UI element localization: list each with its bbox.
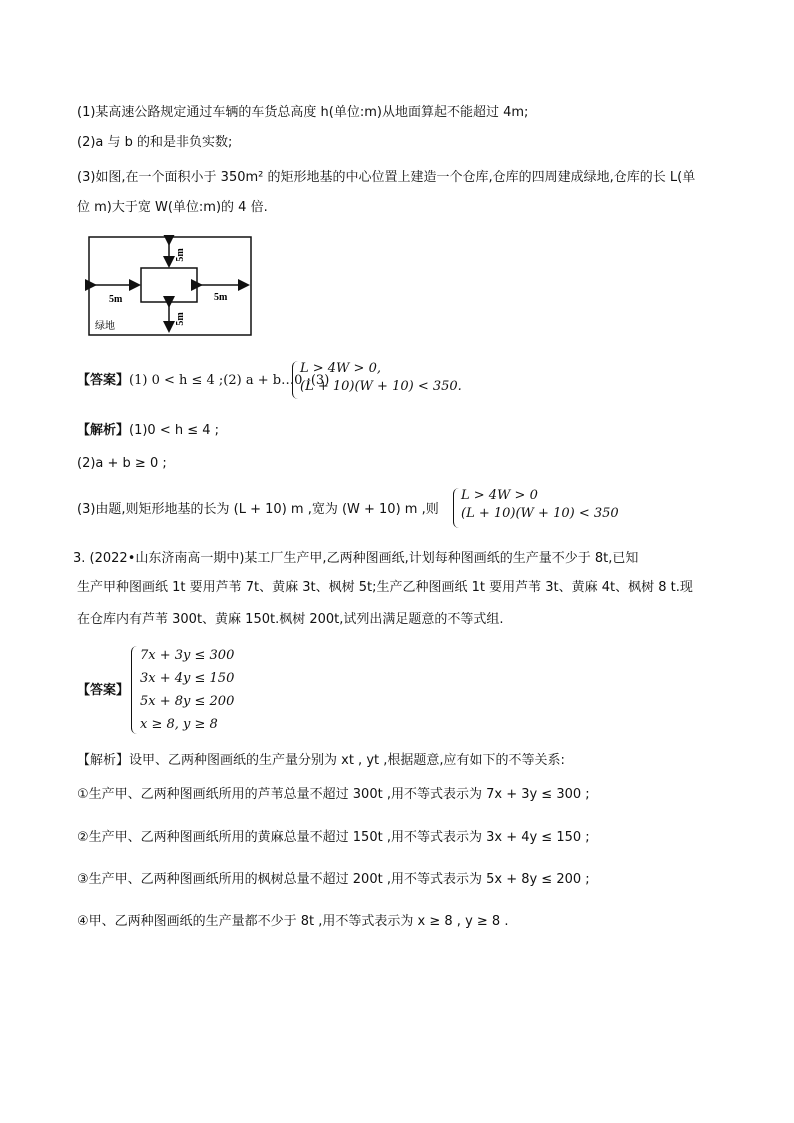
bottom-label: 5m (175, 312, 186, 326)
answer-1-system (300, 360, 462, 396)
analysis-1-line-3: (3)由题,则矩形地基的长为 (L + 10) m ,宽为 (W + 10) m ,则 (77, 502, 439, 517)
analysis-2-line-1: ①生产甲、乙两种图画纸所用的芦苇总量不超过 300t ,用不等式表示为 7x + 3y ≤ 300 ; (77, 787, 590, 802)
warehouse-rect (141, 268, 197, 302)
analysis-1-eq-2: (L + 10)(W + 10) < 350 (461, 506, 619, 521)
analysis-1-line-1 (77, 422, 219, 440)
analysis-2-line-3: ③生产甲、乙两种图画纸所用的枫树总量不超过 200t ,用不等式表示为 5x + 8y ≤ 200 ; (77, 872, 590, 887)
answer-2-eq-1: 7x + 3y ≤ 300 (140, 648, 235, 663)
analysis-tag: 【解析】 (77, 423, 130, 438)
top-label: 5m (175, 248, 186, 262)
question-3-line-3: 在仓库内有芦苇 300t、黄麻 150t.枫树 200t,试列出满足题意的不等式组. (77, 612, 504, 627)
answer-tag: 【答案】 (77, 373, 130, 388)
answer-2-system (140, 644, 234, 736)
answer-2-tag: 【答案】 (77, 683, 130, 698)
right-label: 5m (214, 292, 228, 303)
analysis-1-brace (453, 488, 459, 528)
analysis-2-line-2: ②生产甲、乙两种图画纸所用的黄麻总量不超过 150t ,用不等式表示为 3x + 4y ≤ 150 ; (77, 830, 590, 845)
answer-2-eq-3: 5x + 8y ≤ 200 (140, 694, 235, 709)
answer-1-eq-2: (L + 10)(W + 10) < 350. (300, 379, 462, 394)
item-3-line-1: (3)如图,在一个面积小于 350m² 的矩形地基的中心位置上建造一个仓库,仓库的四周建成绿地,仓库的长 L(单 (77, 170, 696, 185)
green-area-label: 绿地 (95, 321, 115, 332)
answer-2-eq-4: x ≥ 8, y ≥ 8 (140, 717, 218, 732)
analysis-1-eq-1: L > 4W > 0 (461, 488, 538, 503)
analysis-2-line-4: ④甲、乙两种图画纸的生产量都不少于 8t ,用不等式表示为 x ≥ 8 , y ≥ 8 . (77, 914, 509, 929)
question-3-line-2: 生产甲种图画纸 1t 要用芦苇 7t、黄麻 3t、枫树 5t;生产乙种图画纸 1t 要用芦苇 3t、黄麻 4t、枫树 8 t.现 (77, 580, 693, 595)
answer-1-text: (1) 0 < h ≤ 4 ;(2) a + b…0 ;(3) (129, 373, 330, 388)
analysis-1-part-1: (1)0 < h ≤ 4 ; (129, 423, 220, 438)
item-1: (1)某高速公路规定通过车辆的车货总高度 h(单位:m)从地面算起不能超过 4m; (77, 105, 529, 120)
answer-2-brace (131, 646, 137, 734)
analysis-1-line-2: (2)a + b ≥ 0 ; (77, 456, 167, 471)
answer-1-brace (292, 361, 298, 399)
analysis-1-system (461, 487, 619, 523)
left-label: 5m (109, 294, 123, 305)
analysis-2-line-0: 【解析】设甲、乙两种图画纸的生产量分别为 xt , yt ,根据题意,应有如下的不等关系: (77, 753, 565, 768)
warehouse-figure (85, 235, 255, 340)
item-2: (2)a 与 b 的和是非负实数; (77, 135, 233, 150)
question-3-line-1: 3. (2022•山东济南高一期中)某工厂生产甲,乙两种图画纸,计划每种图画纸的生产量不少于 8t,已知 (73, 551, 639, 566)
item-3-line-2: 位 m)大于宽 W(单位:m)的 4 倍. (77, 200, 268, 215)
answer-1-eq-1: L > 4W > 0, (300, 361, 381, 376)
answer-2-eq-2: 3x + 4y ≤ 150 (140, 671, 235, 686)
